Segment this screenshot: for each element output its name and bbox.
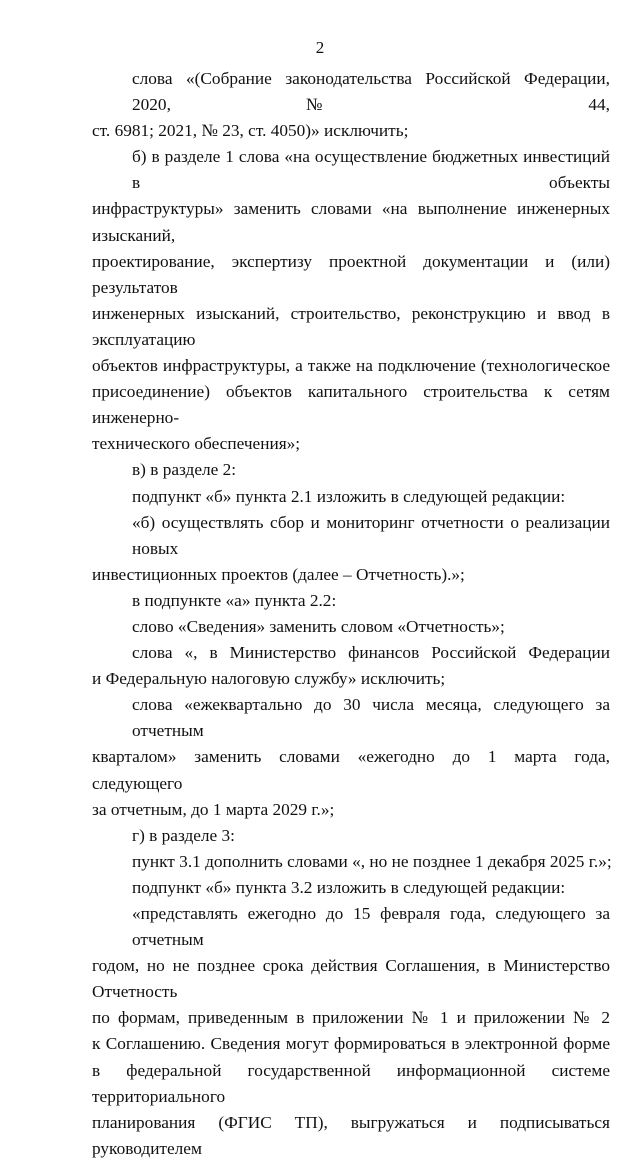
text-line: слова «, в Министерство финансов Российской Федерации xyxy=(132,643,610,663)
text-line: слова «ежеквартально до 30 числа месяца, следующего за отчетным xyxy=(132,695,610,741)
text-line: в подпункте «а» пункта 2.2: xyxy=(132,590,337,610)
text-line: подпункт «б» пункта 3.2 изложить в следующей редакции: xyxy=(132,877,566,897)
text-line: слова «(Собрание законодательства Российской Федерации, 2020, № 44, xyxy=(132,69,610,115)
text-line: присоединение) объектов капитального строительства к сетям инженерно- xyxy=(92,382,610,428)
text-line: по формам, приведенным в приложении № 1 и приложении № 2 xyxy=(92,1008,610,1028)
text-line: объектов инфраструктуры, а также на подключение (технологическое xyxy=(92,356,610,376)
text-line: «представлять ежегодно до 15 февраля года, следующего за отчетным xyxy=(132,904,610,950)
text-line: инженерных изысканий, строительство, реконструкцию и ввод в эксплуатацию xyxy=(92,303,610,349)
text-line: в федеральной государственной информационной системе территориального xyxy=(92,1060,610,1106)
text-line: инфраструктуры» заменить словами «на выполнение инженерных изысканий, xyxy=(92,199,610,245)
text-line: годом, но не позднее срока действия Соглашения, в Министерство Отчетность xyxy=(92,956,610,1002)
text-line: «б) осуществлять сбор и мониторинг отчетности о реализации новых xyxy=(132,512,610,558)
text-line: подпункт «б» пункта 2.1 изложить в следующей редакции: xyxy=(132,486,566,506)
text-line: кварталом» заменить словами «ежегодно до 1 марта года, следующего xyxy=(92,747,610,793)
text-line: технического обеспечения»; xyxy=(92,434,301,454)
text-line: г) в разделе 3: xyxy=(132,825,235,845)
text-line: в) в разделе 2: xyxy=(132,460,237,480)
document-body xyxy=(92,66,610,1162)
text-line: планирования (ФГИС ТП), выгружаться и подписываться руководителем xyxy=(92,1112,610,1158)
text-line: ст. 6981; 2021, № 23, ст. 4050)» исключить; xyxy=(92,121,409,141)
text-line: слово «Сведения» заменить словом «Отчетность»; xyxy=(132,616,505,636)
text-line: б) в разделе 1 слова «на осуществление бюджетных инвестиций в объекты xyxy=(132,147,610,193)
text-line: пункт 3.1 дополнить словами «, но не позднее 1 декабря 2025 г.»; xyxy=(132,851,612,871)
text-line: и Федеральную налоговую службу» исключить; xyxy=(92,669,446,689)
text-line: проектирование, экспертизу проектной документации и (или) результатов xyxy=(92,251,610,297)
page-number: 2 xyxy=(315,38,325,57)
text-line: к Соглашению. Сведения могут формироваться в электронной форме xyxy=(92,1034,610,1054)
text-line: за отчетным, до 1 марта 2029 г.»; xyxy=(92,799,335,819)
text-line: инвестиционных проектов (далее – Отчетность).»; xyxy=(92,564,465,584)
